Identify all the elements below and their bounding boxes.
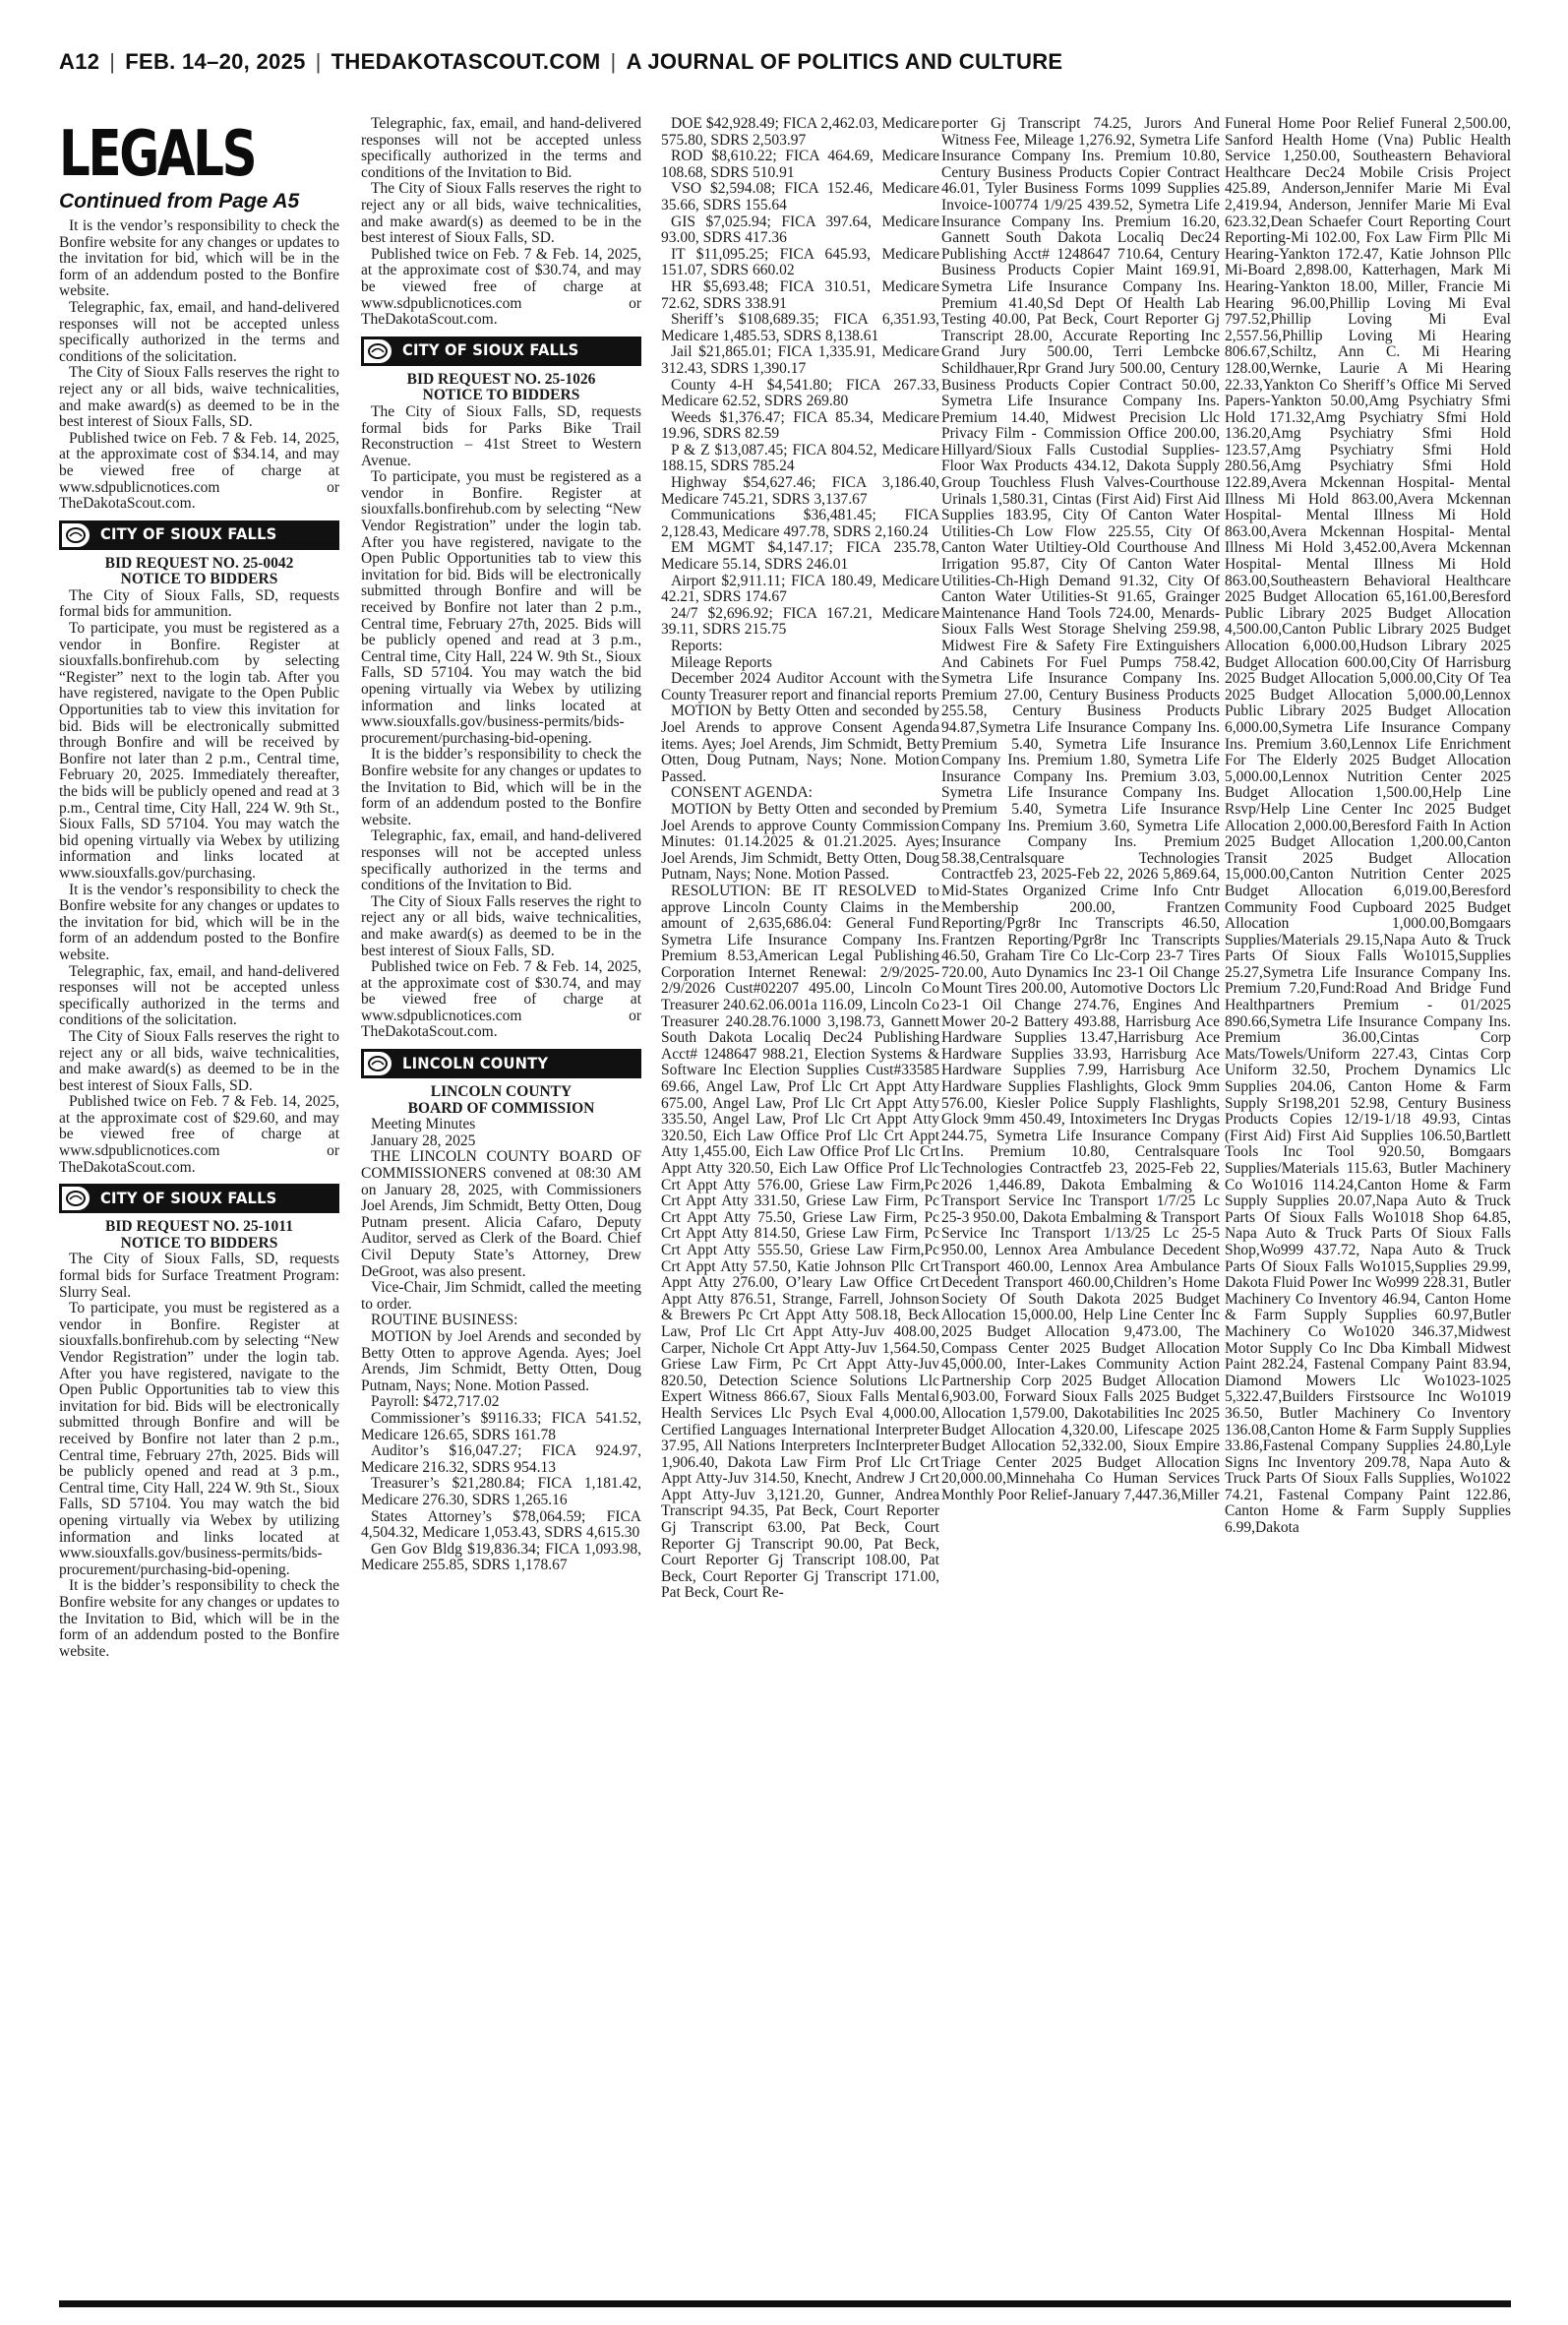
paragraph: Vice-Chair, Jim Schmidt, called the meeting to order. xyxy=(361,1279,641,1313)
paragraph: DOE $42,928.49; FICA 2,462.03, Medicare 575.80, SDRS 2,503.97 xyxy=(661,116,939,149)
paragraph: 24/7 $2,696.92; FICA 167.21, Medicare 39.11, SDRS 215.75 xyxy=(661,604,939,639)
notice-title: BID REQUEST NO. 25-1011 xyxy=(105,1218,293,1236)
notice-subtitle: BOARD OF COMMISSION xyxy=(407,1099,595,1117)
paragraph: Weeds $1,376.47; FICA 85.34, Medicare 19.96, SDRS 82.59 xyxy=(661,408,939,443)
paragraph: Auditor’s $16,047.27; FICA 924.97, Medicare 216.32, SDRS 954.13 xyxy=(361,1442,641,1476)
paragraph: Gen Gov Bldg $19,836.34; FICA 1,093.98, Medicare 255.85, SDRS 1,178.67 xyxy=(361,1540,641,1574)
paragraph: Sheriff’s $108,689.35; FICA 6,351.93, Medicare 1,485.53, SDRS 8,138.61 xyxy=(661,311,939,344)
notice-subtitle: NOTICE TO BIDDERS xyxy=(120,571,278,588)
paragraph: The City of Sioux Falls reserves the right to reject any or all bids, waive technicalities, and make award(s) as deemed to be in the best interest of Sioux Falls, SD. xyxy=(59,1027,339,1094)
continued-note: Continued from Page A5 xyxy=(59,190,300,213)
column-3 xyxy=(661,116,939,2291)
paragraph: To participate, you must be registered as a vendor in Bonfire. Register at siouxfalls.bonfirehub.com by selecting “New Vendor Registration” under the login tab. After you have registered, navigate to the Open Public Opportunities tab to view this invitation for bid. Bids will be electronically submitted through Bonfire and will be received by Bonfire not later than 2 p.m., Central time, February 27th, 2025. Bids will be publicly opened and read at 3 p.m., Central time, City Hall, 224 W. 9th St., Sioux Falls, SD 57104. You may watch the bid opening virtually via Webex by utilizing information and links located at www.siouxfalls.gov/business-permits/bids-procurement/purchasing-bid-opening. xyxy=(361,468,641,747)
paragraph: Reports: xyxy=(671,638,723,654)
paragraph: THE LINCOLN COUNTY BOARD OF COMMISSIONERS convened at 08:30 AM on January 28, 2025, with Commissioners Joel Arends, Jim Schmidt, Betty Otten, Doug Putnam present. Alicia Cafaro, Deputy Auditor, served as Clerk of the Board. Chief Civil Deputy State’s Attorney, Drew DeGroot, was also present. xyxy=(361,1148,641,1280)
paragraph: Telegraphic, fax, email, and hand-delivered responses will not be accepted unless specifically authorized in the terms and conditions of the Invitation to Bid. xyxy=(361,827,641,894)
paragraph: Meeting Minutes xyxy=(371,1116,476,1133)
paragraph: Telegraphic, fax, email, and hand-delivered responses will not be accepted unless specifically authorized in the terms and conditions of the solicitation. xyxy=(59,962,339,1029)
paragraph: RESOLUTION: BE IT RESOLVED to approve Lincoln County Claims in the amount of 2,635,686.04: General Fund Symetra Life Insurance Company Ins. Premium 8.53,American Legal Publishing Corporation Internet Renewal: 2/9/2025-2/9/2026 Cust#02207 495.00, Lincoln Co Treasurer 240.62.06.001a 116.09, Lincoln Co Treasurer 240.28.76.1000 3,198.73, Gannett South Dakota Localiq Dec24 Publishing Acct# 1248647 988.21, Election Systems & Software Inc Election Supplies Cust#33585 69.66, Angel Law, Prof Llc Crt Appt Atty 675.00, Angel Law, Prof Llc Crt Appt Atty 335.50, Angel Law, Prof Llc Crt Appt Atty 320.50, Eich Law Office Prof Llc Crt Appt Atty 1,455.00, Eich Law Office Prof Llc Crt Appt Atty 320.50, Eich Law Office Prof Llc Crt Appt Atty 576.00, Griese Law Firm,Pc Crt Appt Atty 331.50, Griese Law Firm, Pc Crt Appt Atty 75.50, Griese Law Firm, Pc Crt Appt Atty 814.50, Griese Law Firm, Pc Crt Appt Atty 555.50, Griese Law Firm,Pc Crt Appt Atty 57.50, Katie Johnson Pllc Crt Appt Atty 276.00, O’leary Law Office Crt Appt Atty 876.51, Strange, Farrell, Johnson & Brewers Pc Crt Appt Atty 508.18, Beck Law, Prof Llc Crt Appt Atty-Juv 408.00, Carper, Nichole Crt Appt Atty-Juv 1,564.50, Griese Law Firm, Pc Crt Appt Atty-Juv 820.50, Detection Science Solutions Llc Expert Witness 866.67, Sioux Falls Mental Health Services Llc Psych Eval 4,000.00, Certified Languages International Interpreter 37.95, All Nations Interpreters IncInterpreter 1,906.40, Dakota Law Firm Prof Llc Crt Appt Atty-Juv 314.50, Knecht, Andrew J Crt Appt Atty-Juv 3,121.20, Gunner, Andrea Transcript 94.35, Pat Beck, Court Reporter Gj Transcript 63.00, Pat Beck, Court Reporter Gj Transcript 90.00, Pat Beck, Court Reporter Gj Transcript 108.00, Pat Beck, Court Reporter Gj Transcript 171.00, Pat Beck, Court Re- xyxy=(661,882,939,1602)
paragraph: December 2024 Auditor Account with the County Treasurer report and financial reports xyxy=(661,670,939,704)
notice-title: BID REQUEST NO. 25-0042 xyxy=(104,554,294,572)
section-title: LEGALS xyxy=(59,120,256,191)
masthead-separator: | xyxy=(610,49,617,74)
paragraph: January 28, 2025 xyxy=(371,1132,476,1149)
paragraph: GIS $7,025.94; FICA 397.64, Medicare 93.00, SDRS 417.36 xyxy=(661,213,939,247)
paragraph: VSO $2,594.08; FICA 152.46, Medicare 35.66, SDRS 155.64 xyxy=(661,180,939,214)
notice-title: BID REQUEST NO. 25-1026 xyxy=(406,370,596,388)
section-bar-city-of-sioux-falls xyxy=(59,1184,339,1213)
issue-date: FEB. 14–20, 2025 xyxy=(125,49,306,74)
paragraph: The City of Sioux Falls reserves the right to reject any or all bids, waive technicalities, and make award(s) as deemed to be in the best interest of Sioux Falls, SD. xyxy=(361,892,641,959)
paragraph: ROD $8,610.22; FICA 464.69, Medicare 108.68, SDRS 510.91 xyxy=(661,148,939,181)
paragraph: Published twice on Feb. 7 & Feb. 14, 2025, at the approximate cost of $30.74, and may be viewed free of charge at www.sdpublicnotices.com or TheDakotaScout.com. xyxy=(361,245,641,329)
notice-subtitle: NOTICE TO BIDDERS xyxy=(120,1234,278,1252)
col1-intro xyxy=(59,218,339,513)
notice-title: LINCOLN COUNTY xyxy=(430,1083,573,1101)
paragraph: HR $5,693.48; FICA 310.51, Medicare 72.62, SDRS 338.91 xyxy=(661,277,939,312)
masthead-tagline: A JOURNAL OF POLITICS AND CULTURE xyxy=(626,49,1063,74)
section-bar-label: CITY OF SIOUX FALLS xyxy=(100,524,277,544)
section-bar-city-of-sioux-falls xyxy=(59,520,339,550)
paragraph: MOTION by Betty Otten and seconded by Joel Arends to approve County Commission Minutes: 01.14.2025 & 01.21.2025. Ayes; Joel Arends, Jim Schmidt, Betty Otten, Doug Putnam, Nays; None. Motion Passed. xyxy=(661,800,939,884)
paragraph: P & Z $13,087.45; FICA 804.52, Medicare 188.15, SDRS 785.24 xyxy=(661,441,939,475)
paragraph: Airport $2,911.11; FICA 180.49, Medicare 42.21, SDRS 174.67 xyxy=(661,572,939,606)
paragraph: EM MGMT $4,147.17; FICA 235.78, Medicare 55.14, SDRS 246.01 xyxy=(661,539,939,574)
paragraph: The City of Sioux Falls, SD, requests formal bids for ammunition. xyxy=(59,586,339,621)
notice-subtitle: NOTICE TO BIDDERS xyxy=(422,387,580,404)
column-4 xyxy=(941,116,1220,2291)
paragraph: The City of Sioux Falls, SD, requests formal bids for Parks Bike Trail Reconstruction – 41st Street to Western Avenue. xyxy=(361,402,641,469)
section-bar-label: CITY OF SIOUX FALLS xyxy=(402,340,579,360)
paragraph: States Attorney’s $78,064.59; FICA 4,504.32, Medicare 1,053.43, SDRS 4,615.30 xyxy=(361,1507,641,1542)
paragraph: It is the bidder’s responsibility to check the Bonfire website for any changes or updates to the Invitation to Bid, which will be in the form of an addendum posted to the Bonfire website. xyxy=(361,746,641,828)
paragraph: Highway $54,627.46; FICA 3,186.40, Medicare 745.21, SDRS 3,137.67 xyxy=(661,474,939,508)
paragraph: County 4-H $4,541.80; FICA 267.33, Medicare 62.52, SDRS 269.80 xyxy=(661,376,939,410)
column-1 xyxy=(59,120,339,2294)
paragraph: MOTION by Betty Otten and seconded by Joel Arends to approve Consent Agenda items. Ayes; Joel Arends, Jim Schmidt, Betty Otten, Doug Putnam, Nays; None. Motion Passed. xyxy=(661,703,939,785)
paragraph: Payroll: $472,717.02 xyxy=(371,1393,500,1411)
city-seal-icon xyxy=(59,1184,92,1213)
paragraph: ROUTINE BUSINESS: xyxy=(371,1312,518,1329)
column-5 xyxy=(1225,116,1511,2291)
paragraph: MOTION by Joel Arends and seconded by Betty Otten to approve Agenda. Ayes; Joel Arends, Jim Schmidt, Betty Otten, Doug Putnam, Nays; None. Motion Passed. xyxy=(361,1327,641,1394)
paragraph: To participate, you must be registered as a vendor in Bonfire. Register at siouxfalls.bonfirehub.com by selecting “Register” next to the login tab. After you have registered, navigate to the Open Public Opportunities tab to view this invitation for bid. Bids will be electronically submitted through Bonfire and will be received by Bonfire not later than 2 p.m., Central time, February 20, 2025. Immediately thereafter, the bids will be publicly opened and read at 3 p.m., Central time, City Hall, 224 W. 9th St., Sioux Falls, SD 57104. You may watch the bid opening virtually via Webex by utilizing information and links located at www.siouxfalls.gov/purchasing. xyxy=(59,620,339,882)
paragraph: The City of Sioux Falls reserves the right to reject any or all bids, waive technicalities, and make award(s) as deemed to be in the best interest of Sioux Falls, SD. xyxy=(361,180,641,247)
paragraph: Commissioner’s $9116.33; FICA 541.52, Medicare 126.65, SDRS 161.78 xyxy=(361,1409,641,1443)
paragraph: Telegraphic, fax, email, and hand-delivered responses will not be accepted unless specifically authorized in the terms and conditions of the Invitation to Bid. xyxy=(361,116,641,181)
paragraph: CONSENT AGENDA: xyxy=(671,784,813,802)
paragraph: Telegraphic, fax, email, and hand-delivered responses will not be accepted unless specifically authorized in the terms and conditions of the solicitation. xyxy=(59,298,339,365)
paragraph: Funeral Home Poor Relief Funeral 2,500.00, Sanford Health Home (Vna) Public Health Service 1,250.00, Southeastern Behavioral Healthcare Dec24 Mobile Crisis Project 425.89, Anderson,Jennifer Marie Mi Eval 2,419.94, Anderson, Jennifer Marie Mi Eval 623.32,Dean Schaefer Court Reporting Court Reporting-Mi 102.00, Fox Law Firm Pllc Mi Hearing-Yankton 172.47, Katie Johnson Pllc Mi-Board 2,898.00, Katterhagen, Mark Mi Hearing-Yankton 18.00, Miller, Francie Mi Hearing 96.00,Phillip Loving Mi Eval 797.52,Phillip Loving Mi Eval 2,557.56,Phillip Loving Mi Hearing 806.67,Schiltz, Ann C. Mi Hearing 128.00,Wernke, Laurie A Mi Hearing 22.33,Yankton Co Sheriff’s Office Mi Served Papers-Yankton 50.00,Amg Psychiatry Sfmi Hold 171.32,Amg Psychiatry Sfmi Hold 136.20,Amg Psychiatry Sfmi Hold 123.57,Amg Psychiatry Sfmi Hold 280.56,Amg Psychiatry Sfmi Hold 122.89,Avera Mckennan Hospital- Mental Illness Mi Hold 863.00,Avera Mckennan Hospital- Mental Illness Mi Hold 863.00,Avera Mckennan Hospital- Mental Illness Mi Hold 3,452.00,Avera Mckennan Hospital- Mental Illness Mi Hold 863.00,Southeastern Behavioral Healthcare 2025 Budget Allocation 65,161.00,Beresford Public Library 2025 Budget Allocation 4,500.00,Canton Public Library 2025 Budget Allocation 6,000.00,Hudson Library 2025 Budget Allocation 600.00,City Of Harrisburg 2025 Budget Allocation 5,000.00,City Of Tea 2025 Budget Allocation 5,000.00,Lennox Public Library 2025 Budget Allocation 6,000.00,Symetra Life Insurance Company Ins. Premium 3.60,Lennox Life Enrichment For The Elderly 2025 Budget Allocation 5,000.00,Lennox Nutrition Center 2025 Budget Allocation 1,500.00,Help Line Rsvp/Help Line Center Inc 2025 Budget Allocation 2,000.00,Beresford Faith In Action 2025 Budget Allocation 1,200.00,Canton Transit 2025 Budget Allocation 15,000.00,Canton Nutrition Center 2025 Budget Allocation 6,019.00,Beresford Community Food Cupboard 2025 Budget Allocation 1,000.00,Bomgaars Supplies/Materials 29.15,Napa Auto & Truck Parts Of Sioux Falls Wo1015,Supplies 25.27,Symetra Life Insurance Company Ins. Premium 7.20,Fund:Road And Bridge Fund Healthpartners Premium - 01/2025 890.66,Symetra Life Insurance Company Ins. Premium 36.00,Cintas Corp Mats/Towels/Uniform 227.43, Cintas Corp Uniform 32.50, Prochem Dynamics Llc Supplies 204.06, Canton Home & Farm Supply Sr198,201 52.98, Century Business Products Copies 12/19-1/18 49.93, Cintas (First Aid) First Aid Supplies 106.50,Bartlett Tools Inc Tool 920.50, Bomgaars Supplies/Materials 115.63, Butler Machinery Co Wo1016 114.24,Canton Home & Farm Supply Supplies 20.07,Napa Auto & Truck Parts Of Sioux Falls Wo1018 Shop 64.85, Napa Auto & Truck Parts Of Sioux Falls Shop,Wo999 437.72, Napa Auto & Truck Parts Of Sioux Falls Wo1015,Supplies 29.99, Dakota Fluid Power Inc Wo999 228.31, Butler Machinery Co Inventory 46.94, Canton Home & Farm Supply Supplies 60.97,Butler Machinery Co Wo1020 346.37,Midwest Motor Supply Co Inc Dba Kimball Midwest Paint 282.24, Fastenal Company Paint 83.94, Diamond Mowers Llc Wo1023-1025 5,322.47,Builders Firstsource Inc Wo1019 36.50, Butler Machinery Co Inventory 136.08,Canton Home & Farm Supply Supplies 33.86,Fastenal Company Supplies 24.80,Lyle Signs Inc Inventory 209.78, Napa Auto & Truck Parts Of Sioux Falls Supplies, Wo1022 74.21, Fastenal Company Paint 122.86, Canton Home & Farm Supply Supplies 6.99,Dakota xyxy=(1225,116,1511,1537)
paragraph: Published twice on Feb. 7 & Feb. 14, 2025, at the approximate cost of $34.14, and may be viewed free of charge at www.sdpublicnotices.com or TheDakotaScout.com. xyxy=(59,429,339,513)
section-bar-city-of-sioux-falls xyxy=(361,337,641,366)
section-bar-label: LINCOLN COUNTY xyxy=(402,1053,549,1072)
section-bar-label: CITY OF SIOUX FALLS xyxy=(100,1188,277,1207)
paragraph: porter Gj Transcript 74.25, Jurors And Witness Fee, Mileage 1,276.92, Symetra Life Insurance Company Ins. Premium 10.80, Century Business Products Copier Contract 46.01, Tyler Business Forms 1099 Supplies Invoice-100774 1/9/25 439.52, Symetra Life Insurance Company Ins. Premium 16.20, Gannett South Dakota Localiq Dec24 Publishing Acct# 1248647 710.64, Century Business Products Copier Maint 169.91, Symetra Life Insurance Company Ins. Premium 41.40,Sd Dept Of Health Lab Testing 40.00, Pat Beck, Court Reporter Gj Transcript 28.00, Accurate Reporting Inc Grand Jury 500.00, Terri Lembcke Schildhauer,Rpr Grand Jury 500.00, Century Business Products Copier Contract 50.00, Symetra Life Insurance Company Ins. Premium 14.40, Midwest Precision Llc Privacy Film - Commission Office 200.00, Hillyard/Sioux Falls Custodial Supplies-Floor Wax Products 434.12, Dakota Supply Group Touchless Flush Valves-Courthouse Urinals 1,580.31, Cintas (First Aid) First Aid Supplies 183.95, City Of Canton Water Utilities-Ch Low Flow 225.55, City Of Canton Water Utiltiey-Old Courthouse And Irrigation 95.87, City Of Canton Water Utilities-Ch-High Demand 91.32, City Of Canton Water Utilities-St 91.65, Grainger Maintenance Hand Tools 724.00, Menards-Sioux Falls West Storage Shelving 259.98, Midwest Fire & Safety Fire Extinguishers And Cabinets For Fuel Pumps 758.42, Symetra Life Insurance Company Ins. Premium 27.00, Century Business Products 255.58, Century Business Products 94.87,Symetra Life Insurance Company Ins. Premium 5.40, Symetra Life Insurance Company Ins. Premium 1.80, Symetra Life Insurance Company Ins. Premium 3.03, Symetra Life Insurance Company Ins. Premium 5.40, Symetra Life Insurance Company Ins. Premium 3.60, Symetra Life Insurance Company Ins. Premium 58.38,Centralsquare Technologies Contractfeb 23, 2025-Feb 22, 2026 5,869.64, Mid-States Organized Crime Info Cntr Membership 200.00, Frantzen Reporting/Pgr8r Inc Transcripts 46.50, Frantzen Reporting/Pgr8r Inc Transcripts 46.50, Graham Tire Co Llc-Corp 23-7 Tires 720.00, Auto Dynamics Inc 23-1 Oil Change Mount Tires 200.00, Automotive Doctors Llc 23-1 Oil Change 274.76, Engines And Mower 20-2 Battery 493.88, Harrisburg Ace Hardware Supplies 13.47,Harrisburg Ace Hardware Supplies 33.93, Harrisburg Ace Hardware Supplies 7.99, Harrisburg Ace Hardware Supplies Flashlights, Glock 9mm 576.00, Kiesler Police Supply Flashlights, Glock 9mm 450.49, Intoximeters Inc Drygas 244.75, Symetra Life Insurance Company Ins. Premium 10.80, Centralsquare Technologies Contractfeb 23, 2025-Feb 22, 2026 1,446.89, Dakota Embalming & Transport Service Inc Transport 1/7/25 Lc 25-3 950.00, Dakota Embalming & Transport Service Inc Transport 1/13/25 Lc 25-5 950.00, Lennox Area Ambulance Decedent Transport 460.00, Lennox Area Ambulance Decedent Transport 460.00,Children’s Home Society Of South Dakota 2025 Budget Allocation 15,000.00, Help Line Center Inc 2025 Budget Allocation 9,473.00, The Compass Center 2025 Budget Allocation 45,000.00, Inter-Lakes Community Action Partnership Corp 2025 Budget Allocation 6,903.00, Forward Sioux Falls 2025 Budget Allocation 1,579.00, Dakotabilities Inc 2025 Budget Allocation 4,320.00, Lifescape 2025 Budget Allocation 52,332.00, Sioux Empire Triage Center 2025 Budget Allocation 20,000.00,Minnehaha Co Human Services Monthly Poor Relief-January 7,447.36,Miller xyxy=(941,116,1220,1503)
paragraph: The City of Sioux Falls, SD, requests formal bids for Surface Treatment Program: Slurry Seal. xyxy=(59,1251,339,1301)
city-seal-icon xyxy=(59,520,92,550)
masthead-separator: | xyxy=(315,49,322,74)
paragraph: Treasurer’s $21,280.84; FICA 1,181.42, Medicare 276.30, SDRS 1,265.16 xyxy=(361,1475,641,1508)
paragraph: To participate, you must be registered as a vendor in Bonfire. Register at siouxfalls.bonfirehub.com by selecting “New Vendor Registration” under the login tab. After you have registered, navigate to the Open Public Opportunities tab to view this invitation for bid. Bids will be electronically submitted through Bonfire and will be received by Bonfire not later than 2 p.m., Central time, February 27th, 2025. Bids will be publicly opened and read at 3 p.m., Central time, City Hall, 224 W. 9th St., Sioux Falls, SD 57104. You may watch the bid opening virtually via Webex by utilizing information and links located at www.siouxfalls.gov/business-permits/bids-procurement/purchasing-bid-opening. xyxy=(59,1300,339,1578)
paragraph: It is the vendor’s responsibility to check the Bonfire website for any changes or updates to the invitation for bid, which will be in the form of an addendum posted to the Bonfire website. xyxy=(59,217,339,300)
paragraph: Jail $21,865.01; FICA 1,335.91, Medicare 312.43, SDRS 1,390.17 xyxy=(661,343,939,377)
paragraph: IT $11,095.25; FICA 645.93, Medicare 151.07, SDRS 660.02 xyxy=(661,245,939,279)
section-bar-lincoln-county xyxy=(361,1049,641,1078)
page-number: A12 xyxy=(59,49,100,74)
paragraph: Published twice on Feb. 7 & Feb. 14, 2025, at the approximate cost of $29.60, and may be viewed free of charge at www.sdpublicnotices.com or TheDakotaScout.com. xyxy=(59,1093,339,1176)
paragraph: Published twice on Feb. 7 & Feb. 14, 2025, at the approximate cost of $30.74, and may be viewed free of charge at www.sdpublicnotices.com or TheDakotaScout.com. xyxy=(361,958,641,1041)
paragraph: It is the bidder’s responsibility to check the Bonfire website for any changes or updates to the Invitation to Bid, which will be in the form of an addendum posted to the Bonfire website. xyxy=(59,1577,339,1660)
paragraph: It is the vendor’s responsibility to check the Bonfire website for any changes or updates to the invitation for bid, which will be in the form of an addendum posted to the Bonfire website. xyxy=(59,881,339,963)
masthead xyxy=(59,49,1515,89)
paragraph: The City of Sioux Falls reserves the right to reject any or all bids, waive technicalities, and make award(s) as deemed to be in the best interest of Sioux Falls, SD. xyxy=(59,364,339,431)
paragraph: Communications $36,481.45; FICA 2,128.43, Medicare 497.78, SDRS 2,160.24 xyxy=(661,507,939,540)
county-seal-icon xyxy=(361,1049,394,1078)
bottom-rule xyxy=(59,2300,1511,2307)
masthead-separator: | xyxy=(109,49,116,74)
column-2 xyxy=(361,116,641,2291)
paragraph: Mileage Reports xyxy=(671,653,772,671)
city-seal-icon xyxy=(361,337,394,366)
site-name: THEDAKOTASCOUT.COM xyxy=(331,49,601,74)
